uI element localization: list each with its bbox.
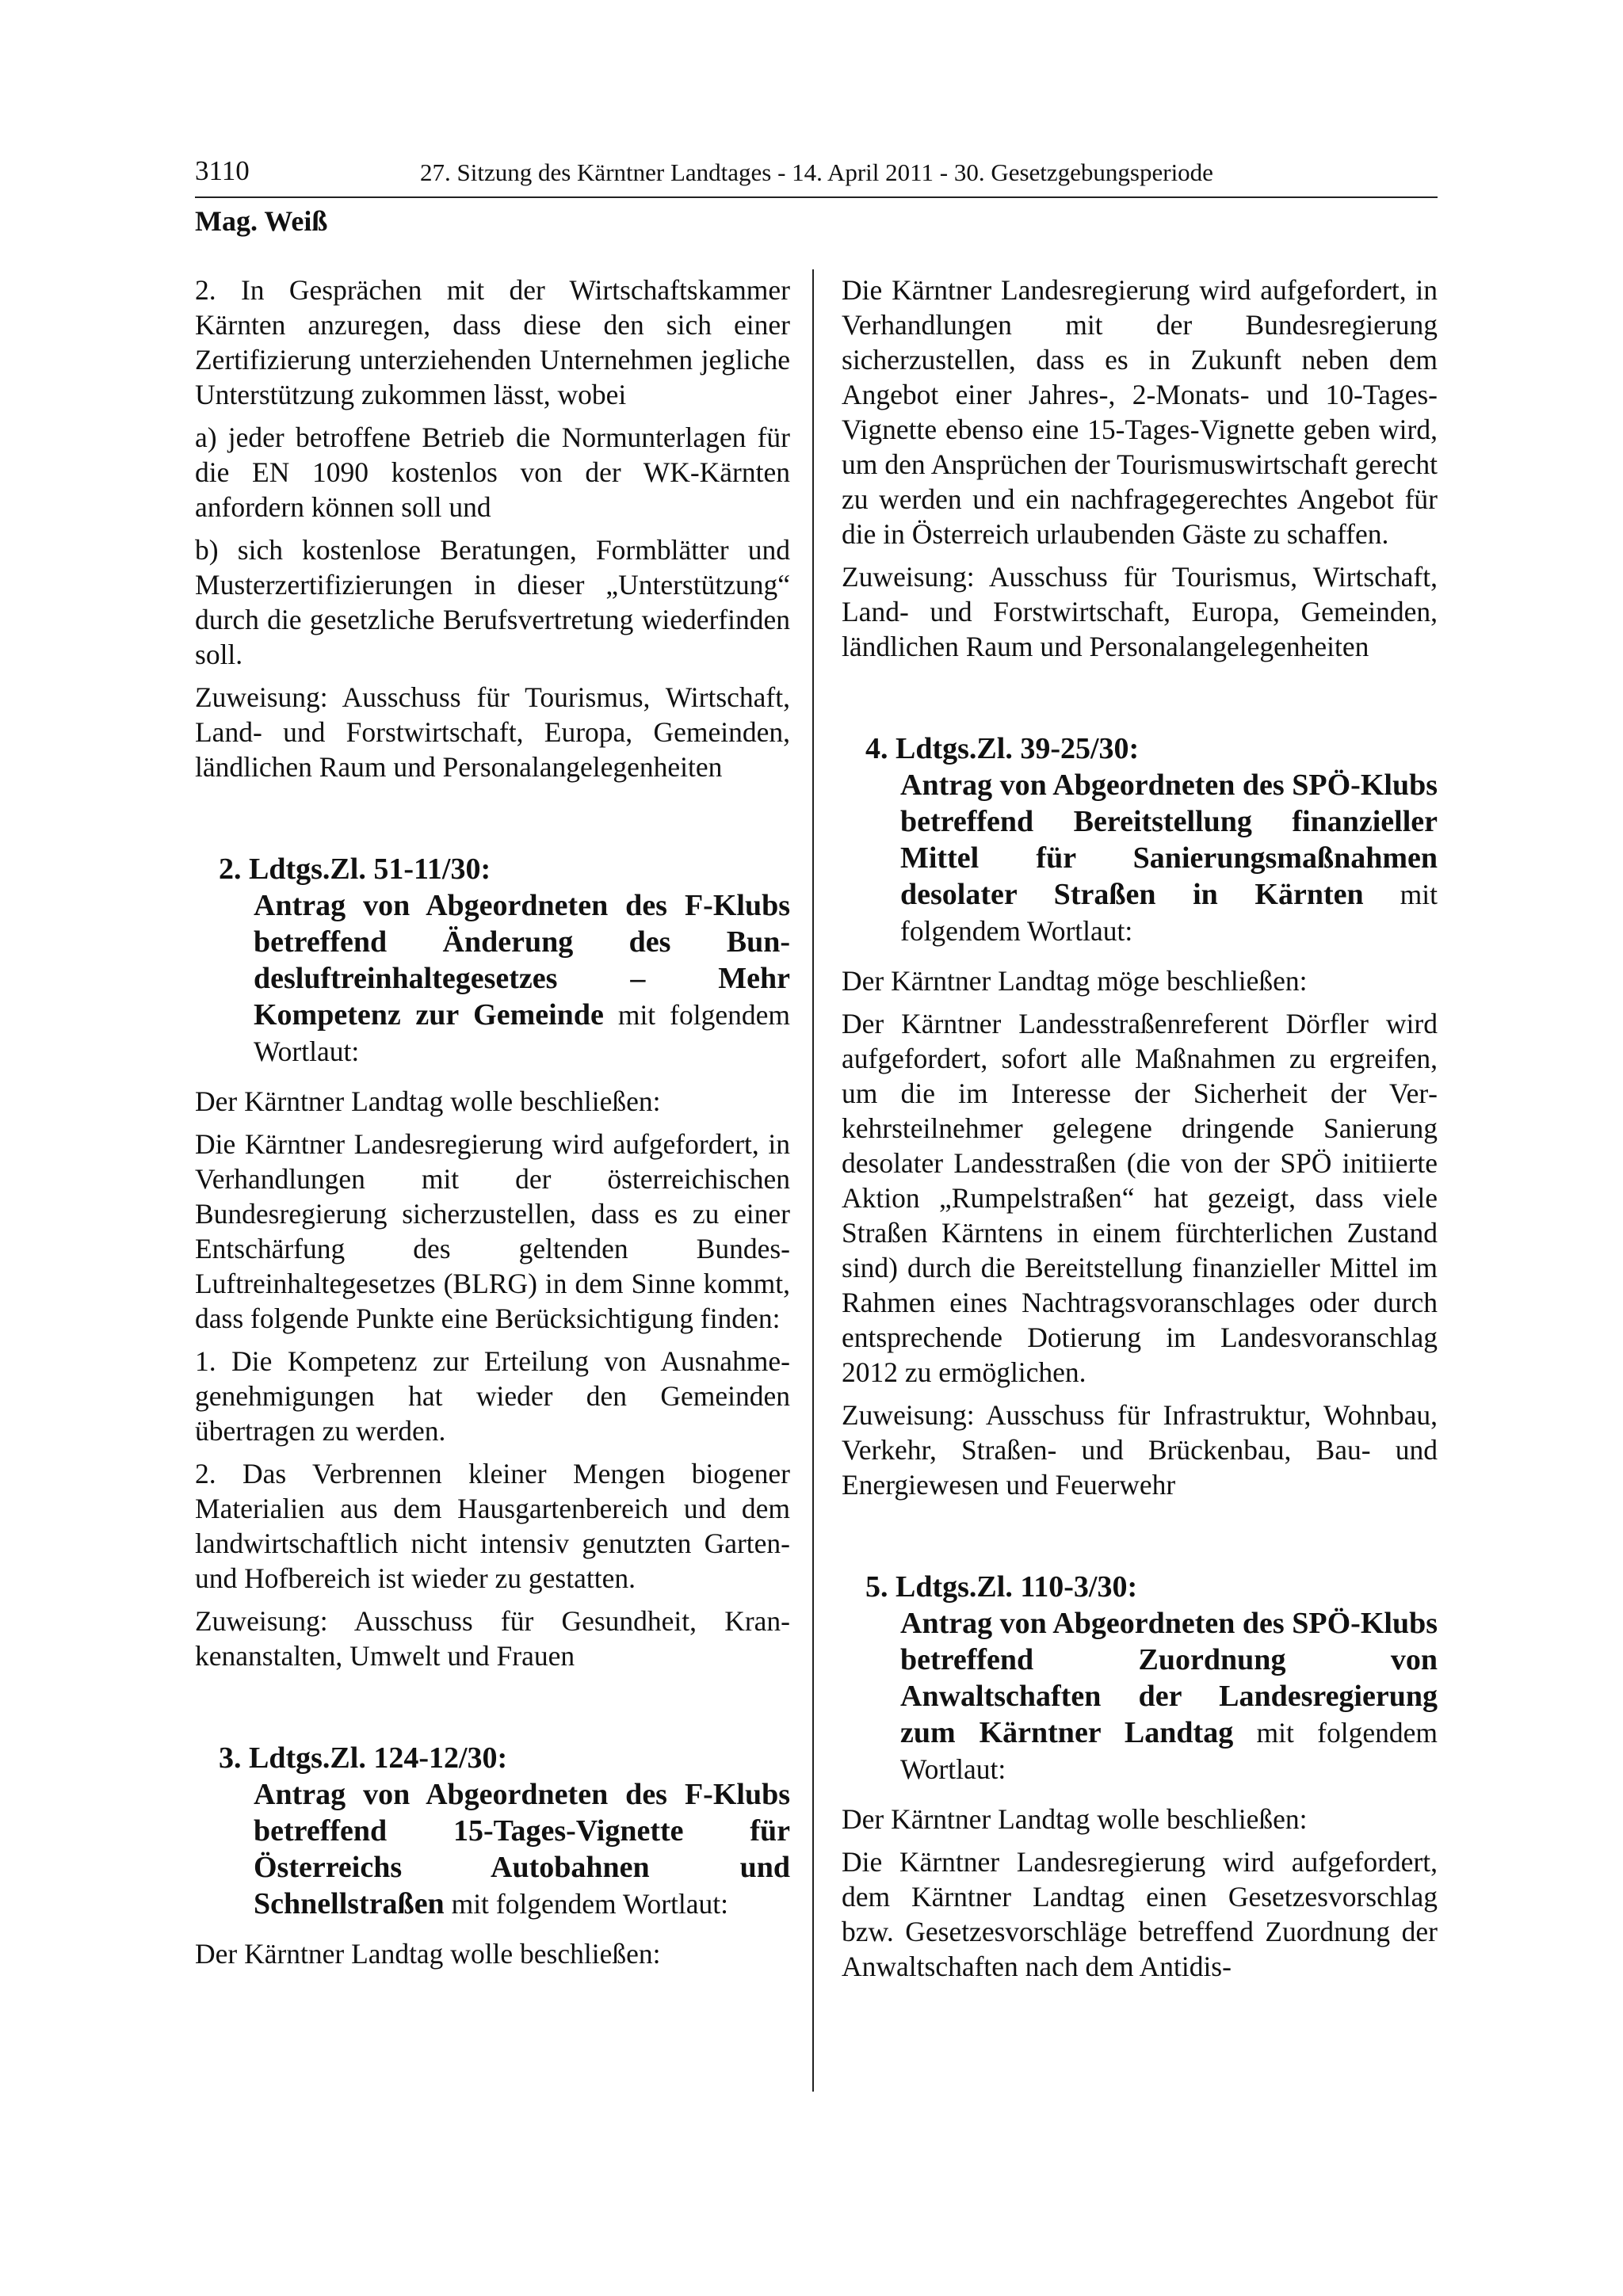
running-header: 27. Sitzung des Kärntner Landtages - 14. April 2011 - 30. Gesetzgebungsperiode [420,158,1213,186]
motion-title-suffix: mit folgendem Wortlaut: [254,999,790,1067]
motion-heading: 2. Ldtgs.Zl. 51-11/30: [219,852,491,886]
paragraph: Die Kärntner Landesregierung wird aufgefordert, dem Kärntner Landtag einen Gesetzesvorschlag bzw. Gesetzesvorschläge betreffend Zuordnung der Anwaltschaften nach dem Antidis- [842,1846,1438,1982]
assignment-paragraph: Zuweisung: Ausschuss für Gesundheit, Krankenanstalten, Umwelt und Frauen [195,1605,790,1672]
motion-title-bold: Antrag von Abgeordneten des SPÖ-Klubs betreffend Bereitstellung finanzieller Mittel für Sanierungsmaßnahmen desolater Straßen in Kärnten [900,769,1438,911]
assignment-paragraph: Zuweisung: Ausschuss für Tourismus, Wirtschaft, Land- und Forstwirtschaft, Europa, Gemeinden, ländlichen Raum und Personalangelegenheiten [842,561,1438,662]
motion-heading: 5. Ldtgs.Zl. 110-3/30: [865,1570,1138,1604]
left-column [195,273,790,1979]
motion-title [254,1776,790,1922]
motion-title-bold: Antrag von Abgeordneten des F-Klubs betreffend 15-Tages-Vignette für Österreichs Autobahnen und Schnellstraßen [254,1778,790,1920]
column-divider [812,269,814,2092]
paragraph: Der Kärntner Landesstraßenreferent Dörfler wird aufgefordert, sofort alle Maßnahmen zu ergreifen, um die im Interesse der Sicherheit der Verkehrsteilnehmer gelegene dringende Sanierung desolater Landesstraßen (die von der SPÖ initiierte Aktion „Rumpelstraßen“ hat gezeigt, dass viele Straßen Kärntens in einem fürchterlichen Zustand sind) durch die Bereitstellung finanzieller Mittel im Rahmen eines Nachtragsvoranschlages oder durch entsprechende Dotierung im Landesvoranschlag 2012 zu ermöglichen. [842,1008,1438,1388]
paragraph: b) sich kostenlose Beratungen, Formblätter und Musterzertifizierungen in dieser „Unterstützung“ durch die gesetzliche Berufsvertretung wiederfinden soll. [195,534,790,670]
motion-title-bold: Antrag von Abgeordneten des F-Klubs betreffend Änderung des Bundesluftreinhaltegesetzes – Mehr Kompetenz zur Gemeinde [254,889,790,1032]
assignment-paragraph: Zuweisung: Ausschuss für Infrastruktur, Wohnbau, Verkehr, Straßen- und Brückenbau, Bau- und Energiewesen und Feuerwehr [842,1399,1438,1501]
right-column [842,273,1438,1992]
paragraph: 2. Das Verbrennen kleiner Mengen biogener Materialien aus dem Hausgartenbereich und dem landwirtschaftlich nicht intensiv genutzten Garten- und Hofbereich ist wieder zu gestatten. [195,1458,790,1594]
paragraph: a) jeder betroffene Betrieb die Normunterlagen für die EN 1090 kostenlos von der WK-Kärnten anfordern können soll und [195,421,790,523]
paragraph: Der Kärntner Landtag wolle beschließen: [195,1938,661,1970]
motion-title [254,887,790,1070]
assignment-paragraph: Zuweisung: Ausschuss für Tourismus, Wirtschaft, Land- und Forstwirtschaft, Europa, Gemeinden, ländlichen Raum und Personalangelegenheiten [195,681,790,783]
paragraph: Die Kärntner Landesregierung wird aufgefordert, in Verhandlungen mit der österreichischen Bundesregierung sicherzustellen, dass es zu einer Entschärfung des geltenden Bundes-Luftreinhaltegesetzes (BLRG) in dem Sinne kommt, dass folgende Punkte eine Berücksichtigung finden: [195,1128,790,1334]
motion-title-suffix: mit folgendem Wortlaut: [900,1717,1438,1785]
motion-heading: 4. Ldtgs.Zl. 39-25/30: [865,732,1140,765]
motion-3 [195,1740,790,1922]
paragraph: Die Kärntner Landesregierung wird aufgefordert, in Verhandlungen mit der Bundesregierung sicherzustellen, dass es in Zukunft neben dem Angebot einer Jahres-, 2-Monats- und 10-Tages-Vignette ebenso eine 15-Tages-Vignette geben wird, um den Ansprüchen der Tourismuswirtschaft gerecht zu werden und ein nachfragegerechtes Angebot für die in Österreich urlaubenden Gäste zu schaffen. [842,274,1438,550]
paragraph: Der Kärntner Landtag wolle beschließen: [195,1085,661,1117]
motion-title-suffix: mit folgendem Wortlaut: [444,1888,729,1920]
page-number: 3110 [195,155,250,186]
header-rule [195,196,1438,198]
motion-title-suffix: mit folgendem Wortlaut: [900,879,1438,947]
motion-4 [842,730,1438,949]
paragraph: Der Kärntner Landtag wolle beschließen: [842,1803,1308,1835]
motion-title-bold: Antrag von Abgeordneten des SPÖ-Klubs betreffend Zuordnung von Anwaltschaften der Landesregierung zum Kärntner Landtag [900,1607,1438,1749]
speaker-name: Mag. Weiß [195,205,328,237]
paragraph: 1. Die Kompetenz zur Erteilung von Ausnahmegenehmigungen hat wieder den Gemeinden übertragen zu werden. [195,1345,790,1447]
motion-2 [195,851,790,1070]
motion-5 [842,1569,1438,1787]
motion-title [900,767,1438,949]
paragraph: Der Kärntner Landtag möge beschließen: [842,965,1308,997]
motion-heading: 3. Ldtgs.Zl. 124-12/30: [219,1741,508,1775]
paragraph: 2. In Gesprächen mit der Wirtschaftskammer Kärnten anzuregen, dass diese den sich einer Zertifizierung unterziehenden Unternehmen jegliche Unterstützung zukommen lässt, wobei [195,274,790,410]
motion-title [900,1605,1438,1787]
